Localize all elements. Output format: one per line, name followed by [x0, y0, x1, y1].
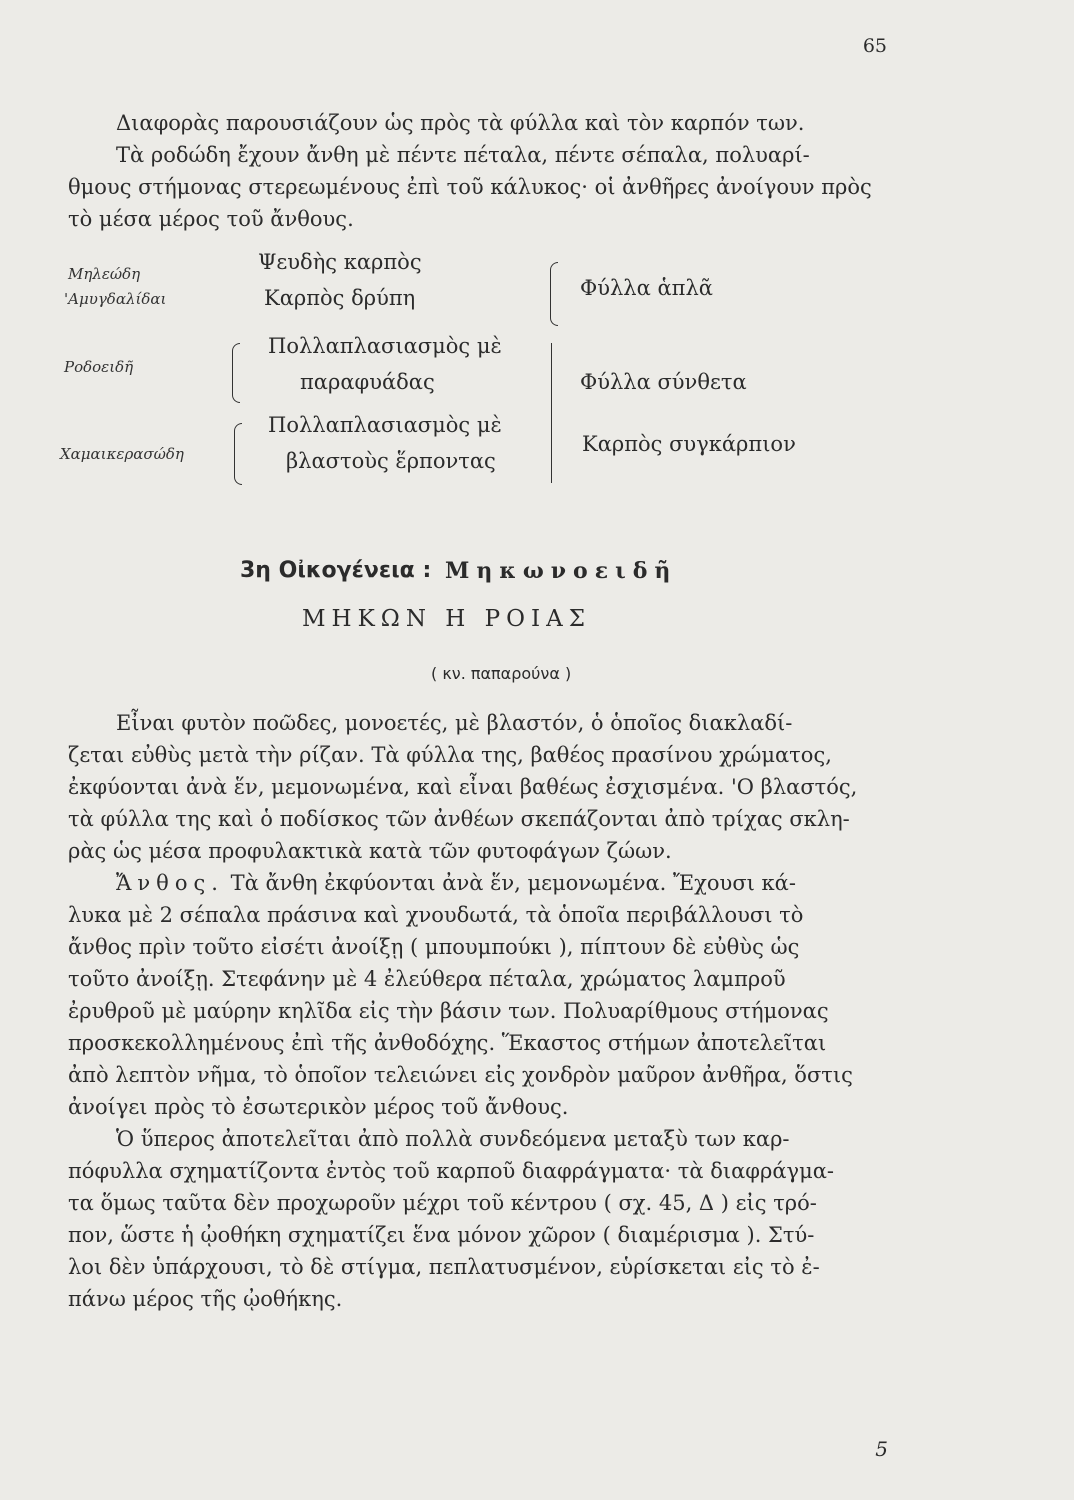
multiplication-text-2: Πολλαπλασιασμὸς μὲ	[268, 413, 502, 437]
flower-line: ἀπὸ λεπτὸν νῆμα, τὸ ὁποῖον τελειώνει εἰς χονδρὸν μαῦρον ἀνθῆρα, ὅστις	[68, 1063, 853, 1087]
drupe-text: Καρπὸς δρύπη	[264, 286, 416, 310]
desc-line: Εἶναι φυτὸν ποῶδες, μονοετές, μὲ βλαστόν, ὁ ὁποῖος διακλαδί-	[116, 711, 793, 735]
ovary-line: Ὁ ὕπερος ἀποτελεῖται ἀπὸ πολλὰ συνδεόμενα μεταξὺ των καρ-	[116, 1127, 790, 1151]
family-heading: 3η Οἰκογένεια :	[240, 558, 432, 583]
page-number: 65	[862, 35, 887, 57]
common-name: ( κν. παπαρούνα )	[431, 664, 572, 683]
signature-mark: 5	[875, 1437, 888, 1461]
flower-line: ἀνοίγει πρὸς τὸ ἐσωτερικὸν μέρος τοῦ ἄνθους.	[68, 1095, 569, 1119]
flower-first-text: Τὰ ἄνθη ἐκφύονται ἀνὰ ἕν, μεμονωμένα. Ἔχουσι κά-	[230, 871, 796, 895]
brace-right-1	[550, 262, 558, 326]
multiplication-text: Πολλαπλασιασμὸς μὲ	[268, 334, 502, 358]
flower-line: λυκα μὲ 2 σέπαλα πράσινα καὶ χνουδωτά, τὰ ὁποῖα περιβάλλουσι τὸ	[68, 903, 804, 927]
label-chamaikerasodi: Χαμαικερασώδη	[60, 445, 184, 463]
flower-line: προσκεκολλημένους ἐπὶ τῆς ἀνθοδόχης. Ἕκαστος στήμων ἀποτελεῖται	[68, 1031, 827, 1055]
label-melodi: Μηλεώδη	[68, 265, 141, 283]
flower-line: τοῦτο ἀνοίξῃ. Στεφάνην μὲ 4 ἐλεύθερα πέταλα, χρώματος λαμπροῦ	[68, 967, 786, 991]
ovary-line: λοι δὲν ὑπάρχουσι, τὸ δὲ στίγμα, πεπλατυσμένον, εὑρίσκεται εἰς τὸ ἐ-	[68, 1255, 820, 1279]
flower-line: ἄνθος πρὶν τοῦτο εἰσέτι ἀνοίξῃ ( μπουμπούκι ), πίπτουν δὲ εὐθὺς ὡς	[68, 935, 800, 959]
label-amygdalidai: 'Αμυγδαλίδαι	[64, 290, 167, 308]
flower-heading: Ἄνθος.	[116, 871, 224, 895]
brace-left-1	[232, 343, 240, 403]
divider-line	[551, 343, 552, 483]
runners-text: βλαστοὺς ἕρποντας	[286, 449, 496, 473]
description-text	[68, 707, 913, 1315]
plant-title: ΜΗΚΩΝ Η ΡΟΙΑΣ	[302, 606, 591, 632]
desc-line: ζεται εὐθὺς μετὰ τὴν ρίζαν. Τὰ φύλλα της, βαθέος πρασίνου χρώματος,	[68, 743, 832, 767]
family-name: Μηκωνοειδῆ	[445, 558, 678, 584]
intro-line: Τὰ ροδώδη ἔχουν ἄνθη μὲ πέντε πέταλα, πέντε σέπαλα, πολυαρί-	[116, 143, 810, 167]
ovary-line: πόφυλλα σχηματίζοντα ἐντὸς τοῦ καρποῦ διαφράγματα· τὰ διαφράγμα-	[68, 1159, 835, 1183]
label-rodoeidi: Ροδοειδῆ	[64, 358, 134, 376]
ovary-line: τα ὅμως ταῦτα δὲν προχωροῦν μέχρι τοῦ κέντρου ( σχ. 45, Δ ) εἰς τρό-	[68, 1191, 817, 1215]
desc-line: ἐκφύονται ἀνὰ ἕν, μεμονωμένα, καὶ εἶναι βαθέως ἐσχισμένα. 'Ο βλαστός,	[68, 775, 858, 799]
pseudo-fruit-text: Ψευδὴς καρπὸς	[258, 250, 422, 274]
compound-leaves-text: Φύλλα σύνθετα	[580, 370, 747, 394]
brace-left-2	[234, 423, 242, 485]
intro-text	[68, 107, 913, 235]
intro-line: θμους στήμονας στερεωμένους ἐπὶ τοῦ κάλυκος· οἱ ἀνθῆρες ἀνοίγουν πρὸς	[68, 175, 872, 199]
syncarp-fruit-text: Καρπὸς συγκάρπιον	[582, 432, 796, 456]
ovary-line: πον, ὥστε ἡ ᾠοθήκη σχηματίζει ἕνα μόνον χῶρον ( διαμέρισμα ). Στύ-	[68, 1223, 815, 1247]
flower-line: ἐρυθροῦ μὲ μαύρην κηλῖδα εἰς τὴν βάσιν των. Πολυαρίθμους στήμονας	[68, 999, 829, 1023]
intro-line: τὸ μέσα μέρος τοῦ ἄνθους.	[68, 207, 354, 231]
ovary-line: πάνω μέρος τῆς ᾠοθήκης.	[68, 1287, 343, 1311]
flower-first-line	[68, 867, 913, 899]
simple-leaves-text: Φύλλα ἁπλᾶ	[580, 276, 713, 300]
suckers-text: παραφυάδας	[300, 370, 435, 394]
desc-line: τὰ φύλλα της καὶ ὁ ποδίσκος τῶν ἀνθέων σκεπάζονται ἀπὸ τρίχας σκλη-	[68, 807, 850, 831]
desc-line: ρὰς ὡς μέσα προφυλακτικὰ κατὰ τῶν φυτοφάγων ζώων.	[68, 839, 672, 863]
intro-line: Διαφορὰς παρουσιάζουν ὡς πρὸς τὰ φύλλα καὶ τὸν καρπόν των.	[116, 111, 805, 135]
